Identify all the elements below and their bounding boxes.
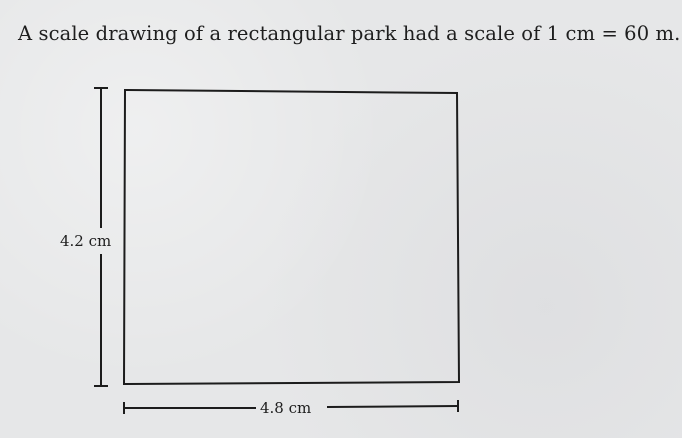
park-rectangle xyxy=(124,90,459,384)
width-label: 4.8 cm xyxy=(260,399,312,417)
problem-statement: A scale drawing of a rectangular park had a scale of 1 cm = 60 m. xyxy=(18,22,681,45)
height-label: 4.2 cm xyxy=(60,232,112,250)
